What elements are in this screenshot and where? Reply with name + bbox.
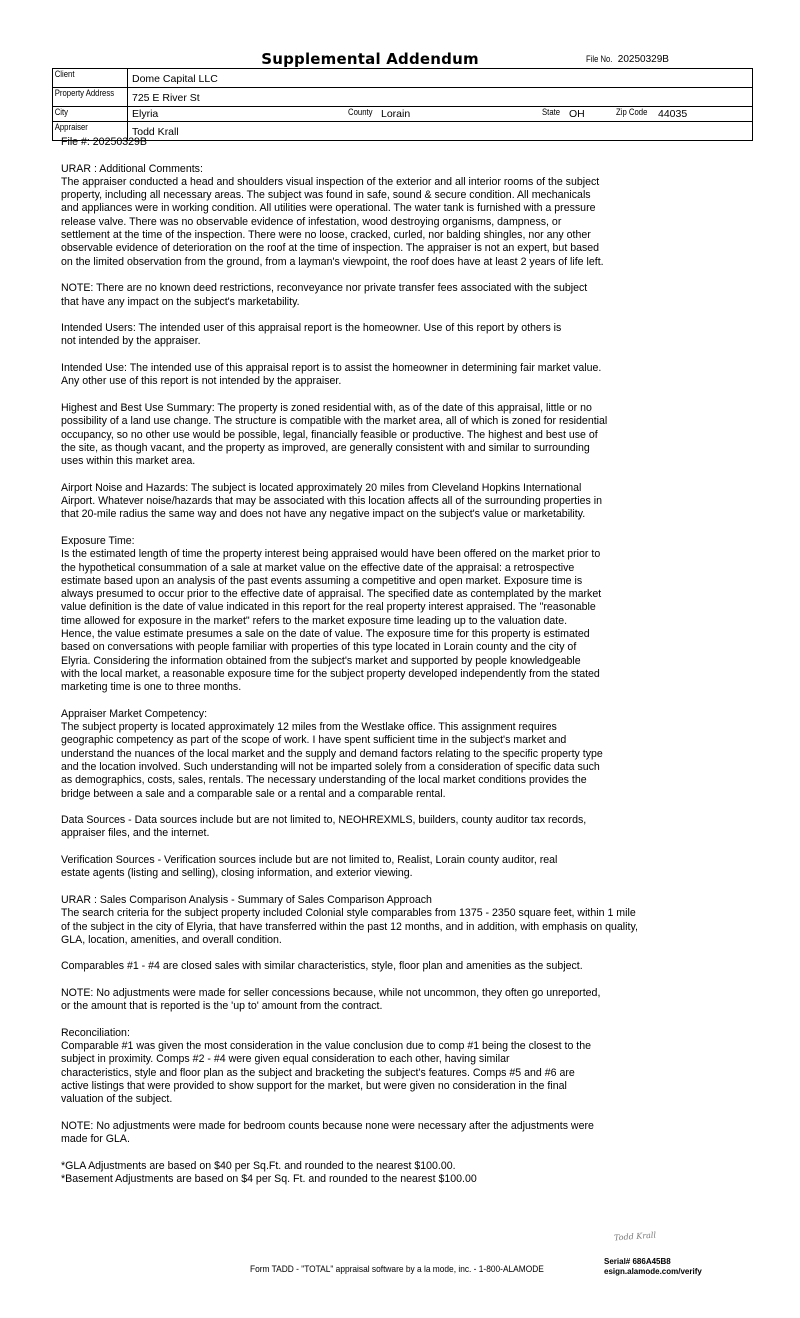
state-label: State <box>542 107 561 117</box>
zip-value: 44035 <box>658 108 688 120</box>
client-label: Client <box>54 69 75 79</box>
signature-image: Todd Krall <box>613 1230 657 1243</box>
note-deed: NOTE: There are no known deed restrictions, reconveyance nor private transfer fees associated with the subject that have any impact on the subject's marketability. <box>61 282 588 308</box>
form-footer: Form TADD - "TOTAL" appraisal software by a la mode, inc. - 1-800-ALAMODE <box>250 1264 544 1275</box>
reconciliation-text: Comparable #1 was given the most consideration in the value conclusion due to comp #1 being the closest to the subject in proximity. Comps #2 - #4 were given equal consideration to each other, having similar characteristics, style and floor plan as the subject and bracketing the subject's features. Comps #5 and #6 are active listings that were provided to show support for the market, but were given no consideration in the final valuation of the subject. <box>61 1040 592 1106</box>
city-row <box>53 107 753 122</box>
state-value: OH <box>569 108 585 120</box>
intended-use: Intended Use: The intended use of this appraisal report is to assist the homeowner in determining fair market value. Any other use of this report is not intended by the appraiser. <box>61 362 602 388</box>
note-bedroom: NOTE: No adjustments were made for bedroom counts because none were necessary after the adjustments were made for GLA. <box>61 1119 594 1146</box>
airport-noise: Airport Noise and Hazards: The subject is located approximately 20 miles from Cleveland Hopkins International Airport. Whatever noise/hazards that may be associated with this location affects all of the surrounding properties in that 20-mile radius the same way and does not have any negative impact on the subject's value or marketability. <box>61 481 602 521</box>
appraiser-value: Todd Krall <box>132 126 179 138</box>
property-header-table <box>52 68 753 141</box>
address-label: Property Address <box>54 88 115 98</box>
file-no-label: File No. <box>586 54 613 64</box>
urar-text: The appraiser conducted a head and shoulders visual inspection of the exterior and all interior rooms of the subject property, including all necessary areas. The subject was found in safe, sound & secure condition. All mechanicals and appliances were in working condition. All utilities were operational. The water tank is furnished with a pressure release valve. There was no observable evidence of infestation, wood destroying organisms, dampness, or settlement at the time of the inspection. There were no loose, cracked, curled, nor balding shingles, nor any other observable evidence of deterioration on the roof at the time of inspection. The appraiser is not an expert, but based on the limited observation from the ground, from a layman's viewpoint, the roof does have at least 2 years of life left. <box>61 175 604 268</box>
exposure-text: Is the estimated length of time the property interest being appraised would have been offered on the market prior to the hypothetical consummation of a sale at market value on the effective date of the appraisal: a retrospective estimate based upon an analysis of the past events assuming a competitive and open market. Exposure time is always presumed to occur prior to the effective date of appraisal. The specified date as contemplated by the market value definition is the date of value indicated in this report for the real property interest appraised. The "reasonable time allowed for exposure in the market" refers to the market exposure time leading up to the valuation date. Hence, the value estimate presumes a sale on the date of value. The exposure time for this property is estimated based on conversations with people familiar with properties of this type located in Lorain county and the city of Elyria. Considering the information obtained from the subject's market and supported by people knowledgeable with the local market, a reasonable exposure time for the subject property developed independently from the stated marketing time is one to three months. <box>61 548 602 694</box>
competency-text: The subject property is located approximately 12 miles from the Westlake office. This assignment requires geographic competency as part of the scope of work. I have spent sufficient time in the subject's market and understand the nuances of the local market and the supply and demand factors relating to the specific property type and the location involved. Such understanding will not be imparted solely from a consideration of specific data such as demographics, costs, sales, rentals. The necessary understanding of the local market conditions provides the bridge between a sale and a comparable sale or a rental and a comparable rental. <box>61 721 603 800</box>
data-sources: Data Sources - Data sources include but are not limited to, NEOHREXMLS, builders, county auditor tax records, appraiser files, and the internet. <box>61 814 587 840</box>
file-line: File #: 20250329B <box>61 136 147 148</box>
address-row <box>53 88 753 107</box>
serial-number: Serial# 686A45B8 <box>604 1257 671 1266</box>
county-value: Lorain <box>381 108 411 120</box>
file-no-value: 20250329B <box>617 54 669 65</box>
address-value: 725 E River St <box>132 92 200 104</box>
sales-text: The search criteria for the subject property included Colonial style comparables from 1375 - 2350 square feet, within 1 mile of the subject in the city of Elyria, that have transferred within the past 12 months, and in addition, with emphasis on quality, GLA, location, amenities, and overall condition. <box>61 907 638 946</box>
comparables: Comparables #1 - #4 are closed sales with similar characteristics, style, floor plan and amenities as the subject. <box>61 960 583 973</box>
basement-adjustment: *Basement Adjustments are based on $4 per Sq. Ft. and rounded to the nearest $100.00 <box>61 1173 477 1186</box>
gla-adjustment: *GLA Adjustments are based on $40 per Sq.Ft. and rounded to the nearest $100.00. <box>61 1159 456 1172</box>
client-row <box>53 69 753 88</box>
zip-label: Zip Code <box>616 107 648 117</box>
intended-users: Intended Users: The intended user of this appraisal report is the homeowner. Use of this report by others is not intended by the appraiser. <box>61 322 562 348</box>
appraiser-label: Appraiser <box>54 122 88 132</box>
exposure-heading: Exposure Time: <box>61 534 135 547</box>
file-number <box>586 54 669 65</box>
sales-heading: URAR : Sales Comparison Analysis - Summary of Sales Comparison Approach <box>61 893 432 906</box>
competency-heading: Appraiser Market Competency: <box>61 707 208 720</box>
verify-url: esign.alamode.com/verify <box>604 1267 702 1276</box>
addendum-body <box>61 136 721 1186</box>
client-value: Dome Capital LLC <box>132 73 218 85</box>
county-label: County <box>348 107 373 117</box>
page-title: Supplemental Addendum <box>261 50 479 68</box>
city-label: City <box>54 107 69 117</box>
reconciliation-heading: Reconciliation: <box>61 1026 130 1039</box>
highest-best-use: Highest and Best Use Summary: The property is zoned residential with, as of the date of this appraisal, little or no possibility of a land use change. The structure is compatible with the market area, all of which is zoned for residential occupancy, so no other use would be possible, legal, financially feasible or productive. The highest and best use of the site, as though vacant, and the property as improved, are generally consistent with and similar to surrounding uses within this market area. <box>61 401 608 468</box>
urar-heading: URAR : Additional Comments: <box>61 162 203 175</box>
note-concessions: NOTE: No adjustments were made for seller concessions because, while not uncommon, they often go unreported, or the amount that is reported is the 'up to' amount from the contract. <box>61 987 601 1013</box>
esign-block <box>604 1257 702 1277</box>
verification-sources: Verification Sources - Verification sources include but are not limited to, Realist, Lorain county auditor, real estate agents (listing and selling), closing information, and exterior viewing. <box>61 854 558 880</box>
city-value: Elyria <box>132 108 159 120</box>
